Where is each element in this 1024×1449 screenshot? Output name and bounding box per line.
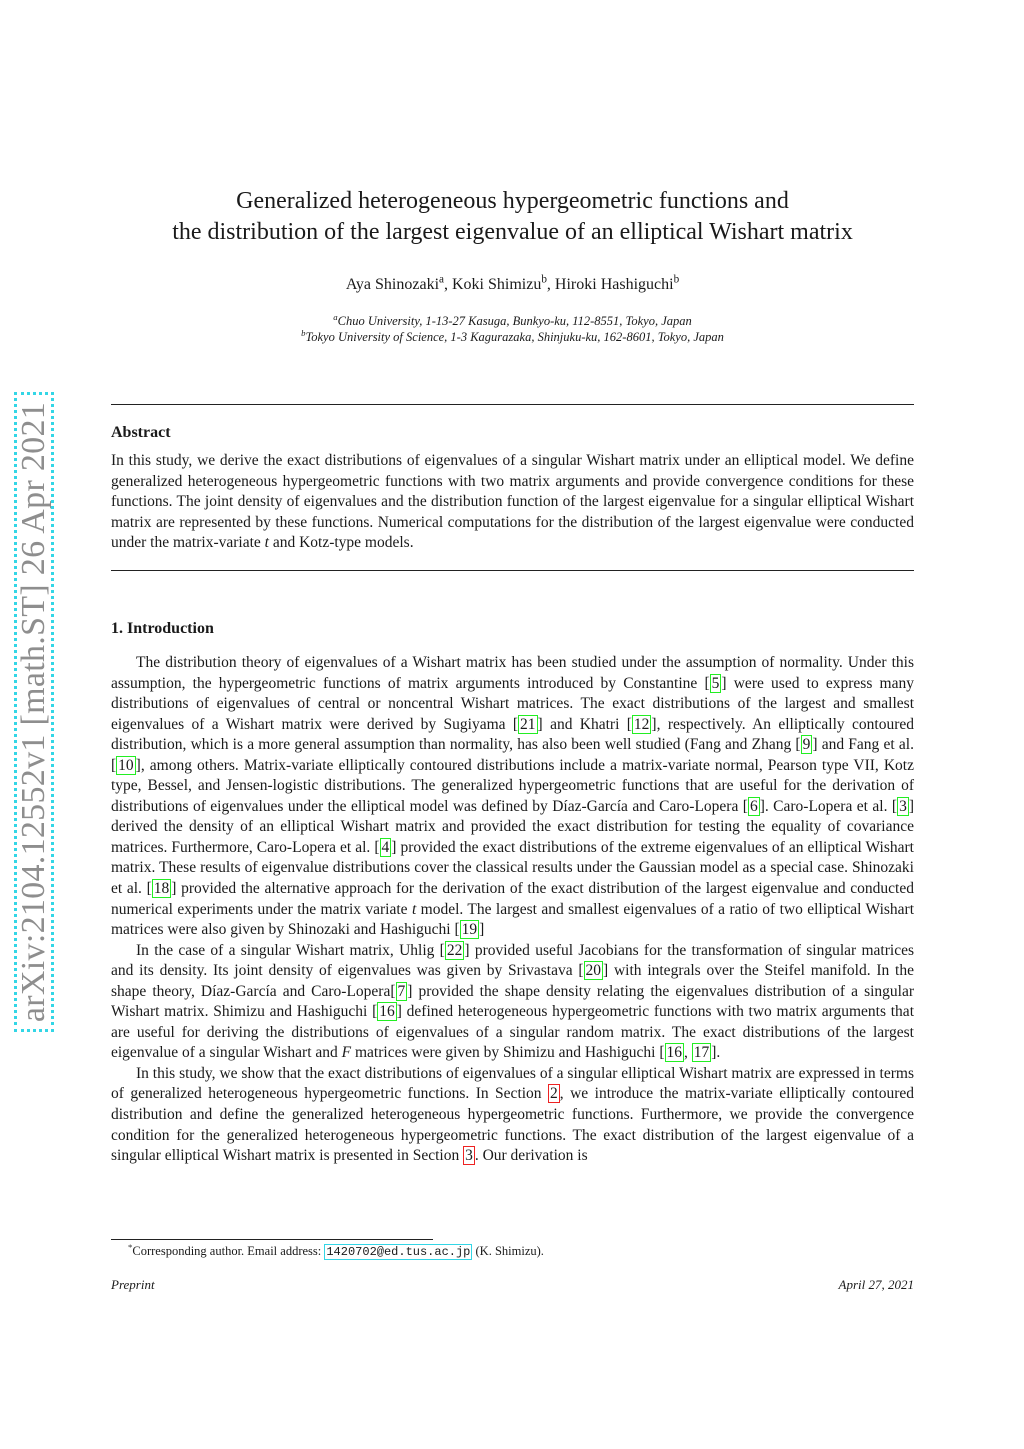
paragraph — [111, 1064, 914, 1167]
text-run: ] — [479, 921, 485, 939]
affil-mark: a — [333, 311, 338, 322]
t-symbol: t — [411, 900, 417, 918]
footer-preprint: Preprint — [111, 1277, 155, 1292]
section-link[interactable]: 2 — [550, 1085, 558, 1103]
f-symbol: F — [341, 1044, 352, 1062]
author-affil-mark: b — [673, 273, 680, 286]
author-name: Hiroki Hashiguchi — [554, 276, 674, 293]
text-run: In the case of a singular Wishart matrix, Uhlig [ — [136, 941, 445, 959]
footnote — [128, 1241, 544, 1259]
paragraph — [111, 653, 914, 941]
author-list — [111, 273, 914, 294]
text-run: . Our derivation is — [474, 1147, 588, 1165]
footnote-text: Corresponding author. Email address: — [132, 1244, 325, 1258]
text-run: ] and Khatri [ — [537, 715, 632, 733]
abstract-bottom-rule — [111, 570, 914, 571]
citation-link[interactable]: 3 — [899, 797, 907, 815]
affiliation-a — [111, 313, 914, 329]
abstract-heading: Abstract — [111, 424, 171, 441]
section-link[interactable]: 3 — [465, 1147, 473, 1165]
affiliation-text: Chuo University, 1-13-27 Kasuga, Bunkyo-ku, 112-8551, Tokyo, Japan — [337, 314, 692, 328]
abstract-text-end: and Kotz-type models. — [268, 534, 414, 552]
citation-link[interactable]: 16 — [379, 1003, 395, 1021]
citation-link[interactable]: 9 — [802, 736, 811, 754]
footnote-text-end: (K. Shimizu). — [472, 1244, 544, 1258]
citation-link[interactable]: 4 — [381, 838, 390, 856]
text-run: ] derived the density of an elliptical Wishart matrix and provided the exact distribution for testing the equality of covariance matrices. Furthermore, Caro-Lopera et al. [ — [111, 797, 914, 856]
text-run: The distribution theory of eigenvalues of a Wishart matrix has been studied under the assumption of normality. Under this assumption, the hypergeometric functions of matrix arguments introduced by Constantine [ — [111, 654, 914, 692]
citation-link[interactable]: 10 — [118, 756, 134, 774]
text-run: In this study, we show that the exact distributions of eigenvalues of a singular elliptical Wishart matrix are expressed in terms of generalized heterogeneous hypergeometric functions. In Section — [111, 1064, 914, 1103]
text-run: ] provided useful Jacobians for the transformation of singular matrices and its density. Its joint density of eigenvalues was given by Srivastava [ — [111, 941, 915, 980]
title-line-1: Generalized heterogeneous hypergeometric functions and — [236, 188, 789, 214]
text-run: matrices were given by Shimizu and Hashiguchi [ — [351, 1044, 665, 1062]
section-heading-introduction: 1. Introduction — [111, 620, 214, 637]
citation-link[interactable]: 7 — [397, 982, 406, 1000]
abstract-body — [111, 451, 914, 554]
citation-link[interactable]: 5 — [711, 674, 720, 692]
affiliation-text: Tokyo University of Science, 1-3 Kagurazaka, Shinjuku-ku, 162-8601, Tokyo, Japan — [305, 330, 724, 344]
author-name: Koki Shimizu — [451, 276, 542, 293]
author-separator: , — [546, 276, 555, 293]
affiliations — [111, 313, 914, 345]
author-name: Aya Shinozaki — [345, 276, 440, 293]
text-run: model. The largest and smallest eigenvalues of a ratio of two elliptical Wishart matrices were also given by Shinozaki and Hashiguchi [ — [111, 900, 915, 939]
citation-link[interactable]: 6 — [749, 797, 758, 815]
citation-link[interactable]: 19 — [461, 921, 478, 939]
t-symbol: t — [264, 534, 269, 552]
email-link[interactable]: 1420702@ed.tus.ac.jp — [326, 1245, 471, 1259]
paper-title — [111, 186, 914, 248]
author-separator: , — [443, 276, 452, 293]
footer-date: April 27, 2021 — [838, 1277, 914, 1292]
text-run: ]. Caro-Lopera et al. [ — [759, 797, 898, 815]
affil-mark: b — [301, 327, 306, 338]
text-run: ], respectively. An elliptically contoured distribution, which is a more general assumption than normality, has also been well studied (Fang and Zhang [ — [111, 715, 914, 754]
text-run: ], among others. Matrix-variate elliptically contoured distributions include a matrix-variate normal, Pearson type VII, Kotz type, Bessel, and Jensen-logistic distributions. The generalized hypergeometric functions that are useful for the derivation of distributions of eigenvalues under the elliptical model was defined by Díaz-García and Caro-Lopera [ — [111, 756, 914, 815]
citation-link[interactable]: 18 — [153, 880, 170, 898]
text-run: ] were used to express many distributions of eigenvalues of central or noncentral Wishart matrices. The exact distributions of the largest and smallest eigenvalues of a Wishart matrix were derived by Sugiyama [ — [111, 674, 914, 733]
citation-link[interactable]: 21 — [520, 715, 536, 733]
title-line-2: the distribution of the largest eigenvalue of an elliptical Wishart matrix — [172, 219, 853, 245]
text-run: ] provided the exact distributions of the extreme eigenvalues of an elliptical Wishart matrix. These results of eigenvalue distributions cover the classical results under the Gaussian model as a special case. Shinozaki et al. [ — [111, 838, 914, 898]
abstract-text: In this study, we derive the exact distributions of eigenvalues of a singular Wishart matrix under an elliptical model. We define generalized heterogeneous hypergeometric functions with two matrix arguments and provide convergence conditions for these functions. The joint density of eigenvalues and the distribution function of the largest eigenvalue for a singular elliptical Wishart matrix are represented by these functions. Numerical computations for the distribution of the largest eigenvalue were conducted under the matrix-variate — [111, 452, 914, 552]
affiliation-b — [111, 329, 914, 345]
text-run: ]. — [711, 1044, 721, 1062]
author-affil-mark: b — [541, 273, 547, 286]
introduction-body — [111, 653, 914, 1167]
citation-link[interactable]: 22 — [446, 941, 463, 959]
citation-link[interactable]: 16 — [666, 1044, 682, 1062]
text-run: , — [684, 1044, 692, 1062]
text-run: ] provided the alternative approach for the derivation of the exact distribution of the largest eigenvalue and conducted numerical experiments under the matrix variate — [111, 880, 914, 918]
abstract-top-rule — [111, 404, 914, 405]
footnote-rule — [111, 1239, 433, 1240]
citation-link[interactable]: 20 — [585, 962, 602, 980]
author-affil-mark: a — [439, 273, 444, 286]
paragraph — [111, 941, 914, 1064]
citation-link[interactable]: 17 — [693, 1044, 710, 1062]
footnote-mark: * — [128, 1241, 133, 1252]
text-run: ] defined heterogeneous hypergeometric functions with two matrix arguments that are useful for deriving the distributions of eigenvalues of a singular random matrix. The exact distributions of the largest eigenvalue of a singular Wishart and — [111, 1003, 914, 1062]
text-run: , we introduce the matrix-variate elliptically contoured distribution and define the generalized heterogeneous hypergeometric functions. Furthermore, we provide the convergence condition for the generalized heterogeneous hypergeometric functions. The exact distribution of the largest eigenvalue of a singular elliptical Wishart matrix is presented in Section — [111, 1085, 914, 1165]
text-run: ] provided the shape density relating the eigenvalues distribution of a singular Wishart matrix. Shimizu and Hashiguchi [ — [111, 982, 915, 1021]
text-run: ] with integrals over the Steifel manifold. In the shape theory, Díaz-García and Caro-Lopera[ — [111, 962, 914, 1000]
arxiv-stamp[interactable]: arXiv:2104.12552v1 [math.ST] 26 Apr 2021 — [14, 392, 54, 1032]
text-run: ] and Fang et al. [ — [111, 736, 914, 774]
citation-link[interactable]: 12 — [633, 715, 650, 733]
